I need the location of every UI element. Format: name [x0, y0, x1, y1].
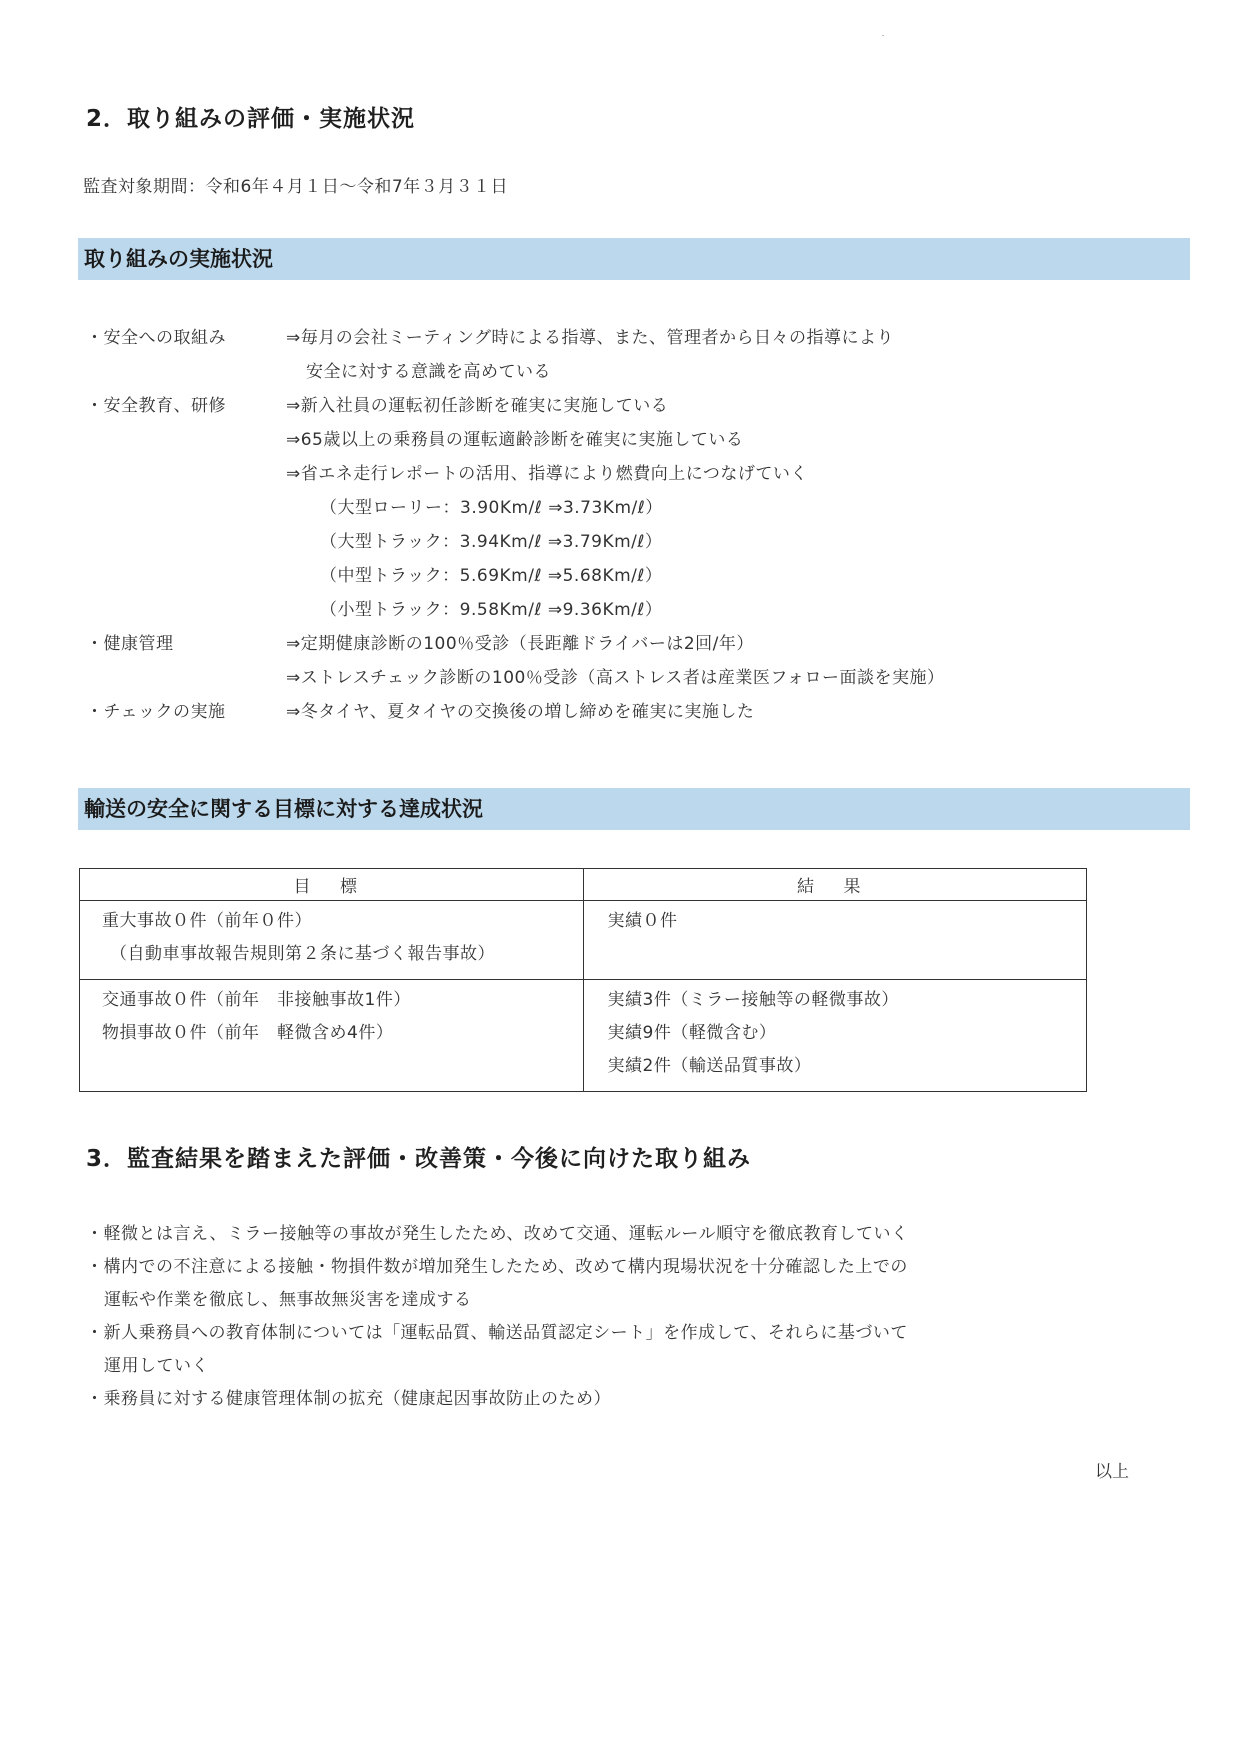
implementation-text: （中型トラック：5.69Km/ℓ ⇒5.68Km/ℓ） — [320, 565, 663, 586]
goal-text: （自動車事故報告規則第２条に基づく報告事故） — [110, 944, 495, 964]
implementation-row — [86, 658, 1206, 692]
result-cell — [583, 980, 1087, 1092]
implementation-row — [86, 522, 1206, 556]
implementation-row — [86, 454, 1206, 488]
implementation-text: ⇒毎月の会社ミーティング時による指導、また、管理者から日々の指導により — [286, 327, 895, 348]
implementation-text: （小型トラック：9.58Km/ℓ ⇒9.36Km/ℓ） — [320, 599, 663, 620]
implementation-category: ・安全教育、研修 — [86, 395, 226, 416]
goals-table-header — [80, 869, 1087, 901]
implementation-text: ⇒定期健康診断の100％受診（長距離ドライバーは2回/年） — [286, 633, 754, 654]
improvement-line: 運用していく — [104, 1356, 209, 1376]
result-cell — [583, 901, 1087, 980]
implementation-row — [86, 624, 1206, 658]
section-3-title: 3．監査結果を踏まえた評価・改善策・今後に向けた取り組み — [86, 1146, 752, 1172]
goal-cell — [80, 980, 584, 1092]
implementation-text: ⇒冬タイヤ、夏タイヤの交換後の増し締めを確実に実施した — [286, 701, 755, 722]
implementation-text: ⇒省エネ走行レポートの活用、指導により燃費向上につなげていく — [286, 463, 808, 484]
goals-table-row — [80, 980, 1087, 1092]
implementation-text: ⇒ストレスチェック診断の100％受診（高ストレス者は産業医フォロー面談を実施） — [286, 667, 945, 688]
implementation-row — [86, 590, 1206, 624]
implementation-row — [86, 386, 1206, 420]
improvement-line: ・構内での不注意による接触・物損件数が増加発生したため、改めて構内現場状況を十分確認した上での — [86, 1257, 908, 1277]
goals-table — [79, 868, 1087, 1092]
result-text: 実績9件（軽微含む） — [607, 1023, 777, 1043]
implementation-category: ・チェックの実施 — [86, 701, 226, 722]
improvement-line: ・軽微とは言え、ミラー接触等の事故が発生したため、改めて交通、運転ルール順守を徹底教育していく — [86, 1224, 909, 1244]
audit-period: 監査対象期間：令和6年４月１日～令和7年３月３１日 — [83, 177, 509, 197]
closing-mark: 以上 — [1095, 1462, 1129, 1482]
achievement-heading: 輸送の安全に関する目標に対する達成状況 — [78, 788, 1190, 830]
result-text: 実績3件（ミラー接触等の軽微事故） — [607, 990, 899, 1010]
implementation-row — [86, 692, 1206, 726]
goals-table-row — [80, 901, 1087, 980]
implementation-list — [86, 318, 1206, 726]
implementation-row — [86, 488, 1206, 522]
goal-text: 交通事故０件（前年 非接触事故1件） — [102, 990, 411, 1010]
implementation-text: （大型トラック：3.94Km/ℓ ⇒3.79Km/ℓ） — [320, 531, 663, 552]
implementation-row — [86, 352, 1206, 386]
section-2-title: 2．取り組みの評価・実施状況 — [86, 106, 416, 132]
goal-text: 物損事故０件（前年 軽微含め4件） — [102, 1023, 394, 1043]
implementation-row — [86, 318, 1206, 352]
implementation-heading: 取り組みの実施状況 — [78, 238, 1190, 280]
implementation-text: ⇒新入社員の運転初任診断を確実に実施している — [286, 395, 669, 416]
result-text: 実績０件 — [607, 911, 678, 931]
implementation-category: ・安全への取組み — [86, 327, 226, 348]
improvement-line: 運転や作業を徹底し、無事故無災害を達成する — [104, 1290, 472, 1310]
implementation-row — [86, 420, 1206, 454]
scan-speck — [882, 35, 884, 36]
implementation-text: （大型ローリー：3.90Km/ℓ ⇒3.73Km/ℓ） — [320, 497, 663, 518]
goal-column-header: 目 標 — [80, 869, 584, 901]
goal-text: 重大事故０件（前年０件） — [102, 911, 312, 931]
improvement-line: ・新人乗務員への教育体制については「運転品質、輸送品質認定シート」を作成して、それらに基づいて — [86, 1323, 908, 1343]
result-text: 実績2件（輸送品質事故） — [607, 1056, 812, 1076]
implementation-category: ・健康管理 — [86, 633, 174, 654]
improvement-list — [86, 1218, 1206, 1416]
improvement-line: ・乗務員に対する健康管理体制の拡充（健康起因事故防止のため） — [86, 1389, 611, 1409]
implementation-text: 安全に対する意識を高めている — [306, 361, 551, 382]
goal-cell — [80, 901, 584, 980]
result-column-header: 結 果 — [583, 869, 1087, 901]
implementation-row — [86, 556, 1206, 590]
implementation-text: ⇒65歳以上の乗務員の運転適齢診断を確実に実施している — [286, 429, 744, 450]
